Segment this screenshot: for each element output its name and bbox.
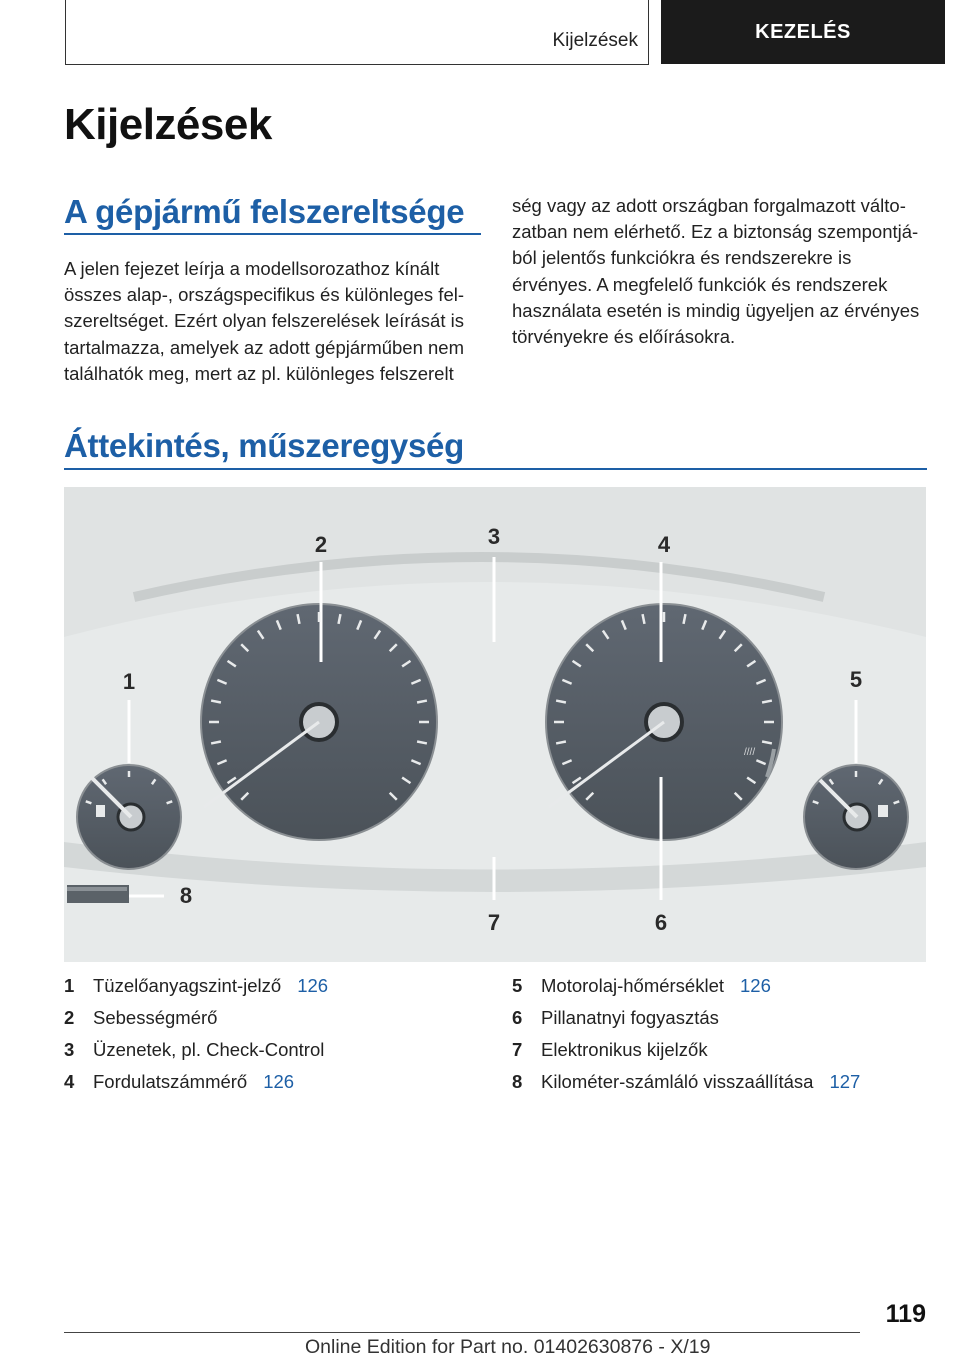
legend-label: Elektronikus kijelzők	[541, 1039, 708, 1060]
header-chapter-tab[interactable]	[661, 0, 945, 64]
section-rule-overview	[64, 468, 927, 470]
header-rule-divider	[648, 0, 649, 64]
header-rule-bottom	[65, 64, 649, 65]
page-ref-link[interactable]: 126	[740, 975, 771, 996]
instrument-cluster-figure	[64, 487, 926, 962]
page-number: 119	[885, 1300, 926, 1328]
header-section-title: Kijelzések	[552, 30, 638, 51]
oil-temp-gauge	[804, 765, 908, 869]
callout-7: 7	[487, 910, 501, 935]
section-heading-overview: Áttekintés, műszeregység	[64, 427, 464, 464]
legend-number: 5	[512, 975, 523, 996]
legend-label: Pillanatnyi fogyasztás	[541, 1007, 719, 1028]
legend-left	[64, 975, 328, 1103]
header-rule-left	[65, 0, 66, 64]
legend-item	[512, 975, 860, 1007]
legend-right	[512, 975, 860, 1103]
tacho-redline-marks: ////	[744, 747, 756, 758]
legend-item	[512, 1039, 860, 1071]
callout-6: 6	[654, 910, 668, 935]
callout-4: 4	[657, 532, 671, 557]
legend-number: 7	[512, 1039, 523, 1060]
legend-item	[64, 1007, 328, 1039]
fuel-gauge	[77, 765, 181, 869]
legend-number: 6	[512, 1007, 523, 1028]
legend-label: Tüzelőanyagszint-jelző	[93, 975, 282, 996]
legend-number: 4	[64, 1071, 75, 1092]
callout-3: 3	[487, 524, 501, 549]
callout-1: 1	[122, 669, 136, 694]
footer-rule	[64, 1332, 860, 1333]
legend-number: 8	[512, 1071, 523, 1092]
legend-label: Sebességmérő	[93, 1007, 218, 1028]
legend-label: Motorolaj-hőmérséklet	[541, 975, 725, 996]
speedometer	[201, 604, 437, 840]
paragraph-col2: ség vagy az adott országban forgalmazott változatban nem elérhető. Ez a biztonság szempontjából jelentős funkciókra és rendszerekre is érvényes. A megfelelő funkciók és rendszerek használata esetén is mindig ügyeljen az érvényes törvényekre és előírásokra.	[512, 195, 920, 348]
page-ref-link[interactable]: 127	[829, 1071, 861, 1092]
page-title: Kijelzések	[64, 100, 272, 149]
callout-2: 2	[314, 532, 328, 557]
legend-item	[512, 1007, 860, 1039]
legend-label: Üzenetek, pl. Check-Control	[93, 1039, 325, 1060]
callout-5: 5	[849, 667, 863, 692]
legend-item	[64, 975, 328, 1007]
callout-8: 8	[179, 883, 193, 908]
legend-label: Kilométer-számláló visszaállítása	[541, 1071, 814, 1092]
section-rule-equipment	[64, 233, 481, 235]
legend-number: 2	[64, 1007, 75, 1028]
legend-item	[512, 1071, 860, 1103]
footer-edition-text: Online Edition for Part no. 01402630876 - X/19	[305, 1336, 711, 1358]
legend-label: Fordulatszámmérő	[93, 1071, 248, 1092]
legend-number: 3	[64, 1039, 75, 1060]
legend-item	[64, 1039, 328, 1071]
page-ref-link[interactable]: 126	[297, 975, 329, 996]
section-heading-equipment: A gépjármű felszereltsége	[64, 193, 465, 230]
tachometer	[546, 604, 782, 840]
page-ref-link[interactable]: 126	[263, 1071, 295, 1092]
legend-item	[64, 1071, 328, 1103]
odometer-reset-button	[67, 885, 129, 903]
paragraph-col1: A jelen fejezet leírja a modellsorozathoz kínált összes alap-, országspecifikus és különleges felszereltséget. Ezért olyan felszerelések leírását is tartalmazza, amelyek az adott gépjárműben nem találhatók meg, mert az pl. különleges felszerelt	[64, 258, 465, 384]
legend-number: 1	[64, 975, 75, 996]
header-chapter-label: KEZELÉS	[755, 20, 851, 43]
